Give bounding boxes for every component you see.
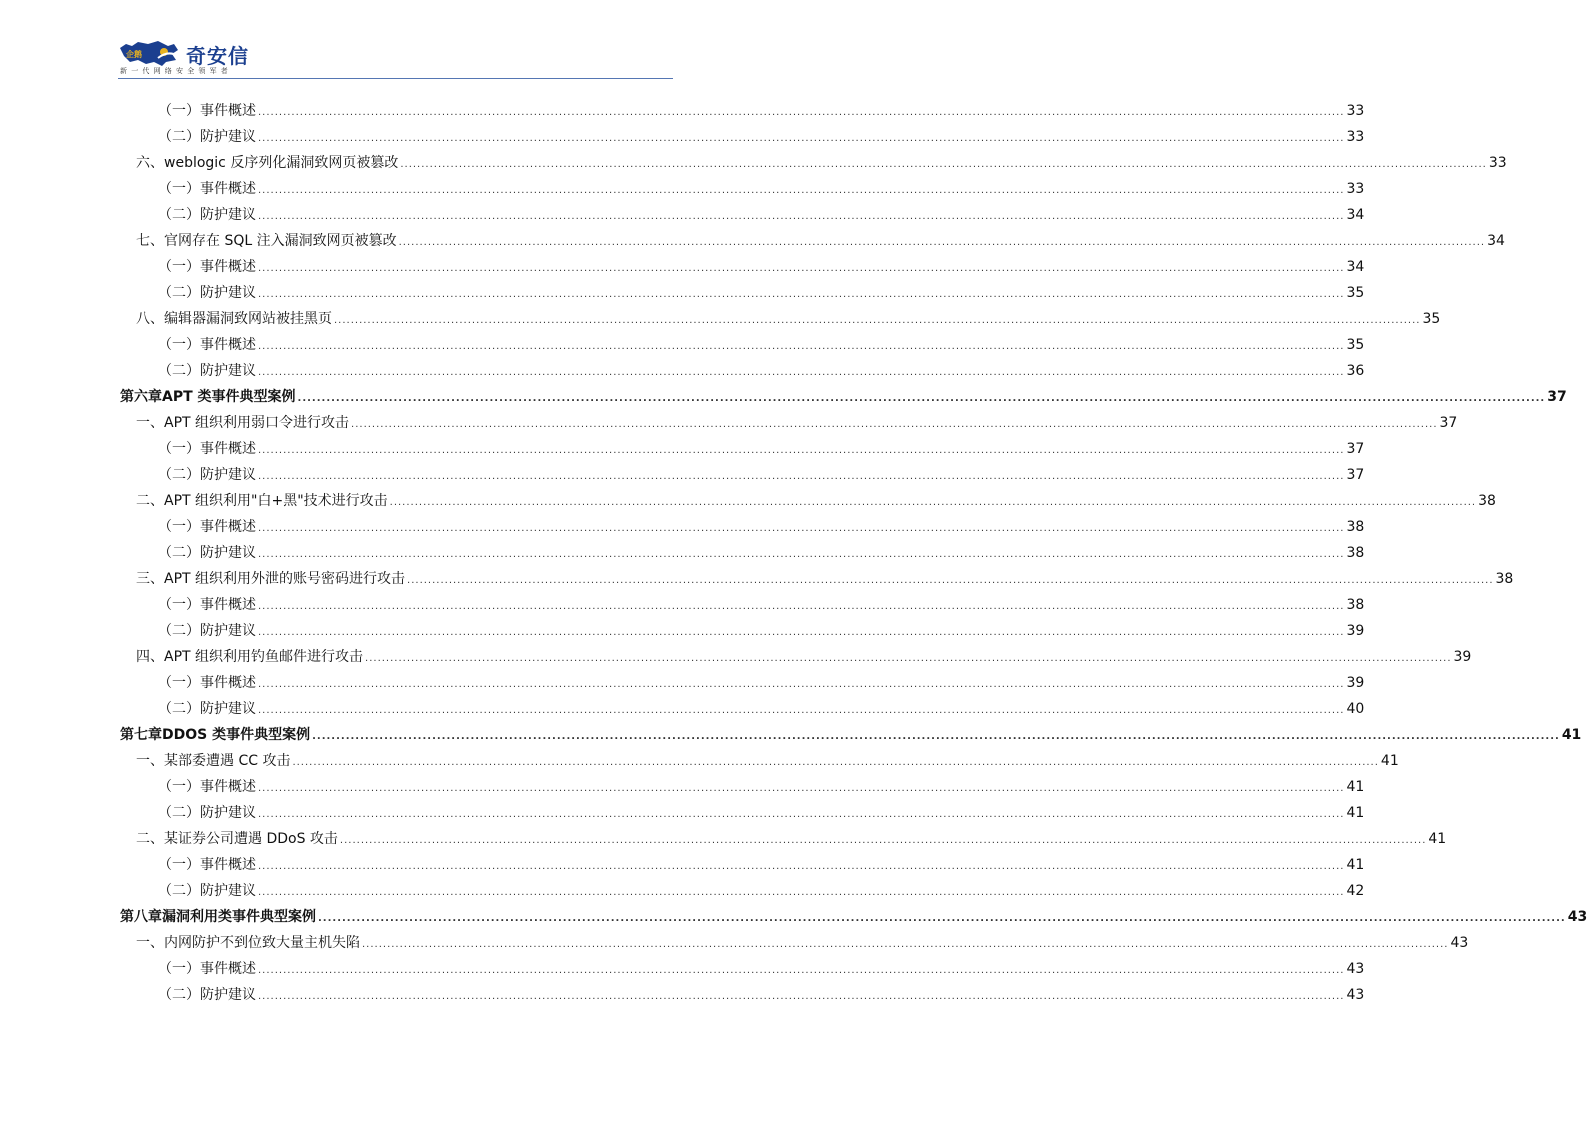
toc-entry-sub[interactable] bbox=[158, 438, 1365, 458]
toc-leader-dots: .................................................................................................................................................................................................................................................................... bbox=[258, 211, 1345, 222]
toc-entry-title: 某证券公司遭遇 DDoS 攻击 bbox=[164, 831, 338, 847]
toc-entry-title: APT 组织利用外泄的账号密码进行攻击 bbox=[164, 571, 406, 587]
toc-leader-dots: .................................................................................................................................................................................................................................................................... bbox=[258, 965, 1345, 976]
toc-leader-dots: .................................................................................................................................................................................................................................................................... bbox=[258, 107, 1345, 118]
toc-entry-page: 41 bbox=[1561, 727, 1582, 743]
toc-entry-number: （一） bbox=[158, 519, 200, 535]
toc-entry-number: （二） bbox=[158, 987, 200, 1003]
toc-entry-sub[interactable] bbox=[158, 880, 1365, 900]
toc-entry-page: 33 bbox=[1346, 103, 1365, 119]
toc-entry-number: 一、 bbox=[136, 753, 164, 769]
toc-entry-number: 一、 bbox=[136, 935, 164, 951]
toc-entry-sub[interactable] bbox=[158, 464, 1365, 484]
toc-entry-page: 38 bbox=[1478, 493, 1496, 509]
toc-entry-title: APT 组织利用钓鱼邮件进行攻击 bbox=[164, 649, 364, 665]
toc-entry-title: 防护建议 bbox=[200, 701, 256, 717]
toc-leader-dots: .................................................................................................................................................................................................................................................................... bbox=[258, 705, 1345, 716]
toc-entry-page: 41 bbox=[1380, 753, 1399, 769]
toc-entry-number: （一） bbox=[158, 441, 200, 457]
toc-entry-page: 33 bbox=[1346, 129, 1365, 145]
toc-entry-number: （二） bbox=[158, 207, 200, 223]
toc-entry-number: （一） bbox=[158, 597, 200, 613]
toc-leader-dots: .................................................................................................................................................................................................................................................................... bbox=[258, 523, 1345, 534]
toc-entry-number: （一） bbox=[158, 103, 200, 119]
toc-entry-sub[interactable] bbox=[158, 256, 1365, 276]
header-divider bbox=[118, 78, 673, 79]
toc-entry-page: 43 bbox=[1450, 935, 1469, 951]
toc-entry-number: （一） bbox=[158, 961, 200, 977]
toc-entry-sub[interactable] bbox=[158, 698, 1365, 718]
toc-entry-chap[interactable] bbox=[120, 724, 1582, 744]
toc-leader-dots: .................................................................................................................................................................................................................................................................... bbox=[258, 783, 1345, 794]
toc-leader-dots: .................................................................................................................................................................................................................................................................... bbox=[258, 679, 1345, 690]
toc-leader-dots: .................................................................................................................................................................................................................................................................... bbox=[258, 627, 1345, 638]
toc-leader-dots: .................................................................................................................................................................................................................................................................... bbox=[258, 549, 1345, 560]
svg-text:企鹅: 企鹅 bbox=[126, 50, 142, 59]
toc-leader-dots: .................................................................................................................................................................................................................................................................... bbox=[351, 419, 1438, 430]
toc-entry-title: 事件概述 bbox=[200, 259, 256, 275]
toc-leader-dots: .................................................................................................................................................................................................................................................................... bbox=[339, 835, 1427, 846]
toc-entry-sub[interactable] bbox=[158, 776, 1365, 796]
toc-leader-dots: .................................................................................................................................................................................................................................................................... bbox=[258, 991, 1345, 1002]
toc-entry-page: 37 bbox=[1439, 415, 1458, 431]
toc-entry-sec[interactable] bbox=[136, 308, 1441, 328]
toc-entry-page: 40 bbox=[1346, 701, 1365, 717]
toc-entry-number: （二） bbox=[158, 883, 200, 899]
toc-entry-sec[interactable] bbox=[136, 230, 1505, 250]
toc-entry-number: 二、 bbox=[136, 831, 164, 847]
toc-leader-dots: .................................................................................................................................................................................................................................................................... bbox=[365, 653, 1452, 664]
toc-entry-number: 第六章 bbox=[120, 389, 162, 405]
toc-entry-title: 事件概述 bbox=[200, 337, 256, 353]
toc-leader-dots: .................................................................................................................................................................................................................................................................... bbox=[258, 367, 1345, 378]
toc-entry-title: 漏洞利用类事件典型案例 bbox=[162, 909, 316, 925]
toc-leader-dots: .................................................................................................................................................................................................................................................................... bbox=[258, 289, 1345, 300]
logo-text: 奇安信 bbox=[186, 44, 249, 68]
toc-entry-page: 34 bbox=[1346, 259, 1365, 275]
toc-entry-number: （一） bbox=[158, 675, 200, 691]
toc-entry-number: （一） bbox=[158, 259, 200, 275]
toc-entry-number: 四、 bbox=[136, 649, 164, 665]
toc-entry-sub[interactable] bbox=[158, 178, 1365, 198]
toc-leader-dots: .................................................................................................................................................................................................................................................................... bbox=[258, 887, 1345, 898]
toc-entry-sub[interactable] bbox=[158, 334, 1365, 354]
toc-entry-number: （二） bbox=[158, 467, 200, 483]
toc-entry-number: （二） bbox=[158, 701, 200, 717]
toc-entry-sub[interactable] bbox=[158, 542, 1365, 562]
toc-entry-sub[interactable] bbox=[158, 672, 1365, 692]
toc-entry-title: 防护建议 bbox=[200, 285, 256, 301]
toc-entry-title: 事件概述 bbox=[200, 675, 256, 691]
toc-entry-title: 防护建议 bbox=[200, 363, 256, 379]
toc-entry-page: 41 bbox=[1346, 805, 1365, 821]
toc-entry-page: 41 bbox=[1346, 779, 1365, 795]
toc-entry-page: 33 bbox=[1488, 155, 1507, 171]
toc-entry-number: （一） bbox=[158, 779, 200, 795]
toc-entry-title: 事件概述 bbox=[200, 181, 256, 197]
toc-entry-title: APT 类事件典型案例 bbox=[162, 389, 296, 405]
toc-entry-page: 38 bbox=[1346, 545, 1365, 561]
toc-leader-dots: .................................................................................................................................................................................................................................................................... bbox=[258, 341, 1345, 352]
toc-entry-title: 防护建议 bbox=[200, 805, 256, 821]
toc-entry-page: 41 bbox=[1428, 831, 1447, 847]
toc-entry-page: 34 bbox=[1346, 207, 1365, 223]
toc-entry-number: （二） bbox=[158, 545, 200, 561]
qianxin-logo-icon bbox=[118, 38, 180, 68]
toc-entry-title: 事件概述 bbox=[200, 779, 256, 795]
toc-entry-page: 36 bbox=[1346, 363, 1365, 379]
toc-entry-page: 35 bbox=[1346, 285, 1365, 301]
toc-entry-page: 43 bbox=[1567, 909, 1587, 925]
toc-entry-chap[interactable] bbox=[120, 906, 1587, 926]
toc-entry-number: 八、 bbox=[136, 311, 164, 327]
toc-entry-page: 38 bbox=[1495, 571, 1514, 587]
toc-entry-title: 防护建议 bbox=[200, 467, 256, 483]
toc-entry-sub[interactable] bbox=[158, 204, 1365, 224]
toc-entry-page: 37 bbox=[1547, 389, 1567, 405]
toc-entry-page: 42 bbox=[1346, 883, 1365, 899]
toc-entry-sec[interactable] bbox=[136, 828, 1447, 848]
toc-entry-title: 防护建议 bbox=[200, 883, 256, 899]
toc-entry-number: 第七章 bbox=[120, 727, 162, 743]
toc-entry-page: 39 bbox=[1346, 623, 1365, 639]
toc-entry-page: 43 bbox=[1346, 987, 1365, 1003]
toc-entry-title: weblogic 反序列化漏洞致网页被篡改 bbox=[164, 155, 399, 171]
toc-entry-number: 第八章 bbox=[120, 909, 162, 925]
toc-entry-title: 防护建议 bbox=[200, 545, 256, 561]
toc-leader-dots: .................................................................................................................................................................................................................................................................... bbox=[400, 159, 1487, 170]
toc-entry-title: 事件概述 bbox=[200, 857, 256, 873]
toc-entry-number: （一） bbox=[158, 857, 200, 873]
toc-entry-title: APT 组织利用"白+黑"技术进行攻击 bbox=[164, 493, 388, 509]
toc-entry-page: 43 bbox=[1346, 961, 1365, 977]
toc-entry-number: （二） bbox=[158, 129, 200, 145]
toc-entry-sub[interactable] bbox=[158, 516, 1365, 536]
toc-entry-page: 39 bbox=[1453, 649, 1472, 665]
toc-entry-sub[interactable] bbox=[158, 958, 1365, 978]
toc-entry-sub[interactable] bbox=[158, 282, 1365, 302]
toc-entry-sub[interactable] bbox=[158, 594, 1365, 614]
toc-entry-number: （一） bbox=[158, 337, 200, 353]
toc-entry-sub[interactable] bbox=[158, 360, 1365, 380]
toc-leader-dots: .................................................................................................................................................................................................................................................................... bbox=[318, 913, 1566, 924]
toc-leader-dots: .................................................................................................................................................................................................................................................................... bbox=[258, 263, 1345, 274]
toc-entry-sec[interactable] bbox=[136, 412, 1458, 432]
toc-entry-page: 41 bbox=[1346, 857, 1365, 873]
toc-entry-page: 35 bbox=[1346, 337, 1365, 353]
toc-entry-title: DDOS 类事件典型案例 bbox=[162, 727, 311, 743]
toc-entry-title: 防护建议 bbox=[200, 623, 256, 639]
toc-leader-dots: .................................................................................................................................................................................................................................................................... bbox=[258, 471, 1345, 482]
toc-entry-number: （一） bbox=[158, 181, 200, 197]
toc-entry-number: 七、 bbox=[136, 233, 164, 249]
toc-entry-page: 38 bbox=[1346, 597, 1365, 613]
toc-entry-title: 防护建议 bbox=[200, 987, 256, 1003]
toc-entry-title: 编辑器漏洞致网站被挂黑页 bbox=[164, 311, 332, 327]
toc-entry-sub[interactable] bbox=[158, 100, 1365, 120]
toc-leader-dots: .................................................................................................................................................................................................................................................................... bbox=[258, 185, 1345, 196]
toc-entry-number: （二） bbox=[158, 285, 200, 301]
toc-entry-title: 事件概述 bbox=[200, 519, 256, 535]
toc-entry-title: 事件概述 bbox=[200, 441, 256, 457]
toc-leader-dots: .................................................................................................................................................................................................................................................................... bbox=[258, 601, 1345, 612]
toc-leader-dots: .................................................................................................................................................................................................................................................................... bbox=[297, 393, 1546, 404]
toc-entry-number: 一、 bbox=[136, 415, 164, 431]
toc-leader-dots: .................................................................................................................................................................................................................................................................... bbox=[398, 237, 1486, 248]
toc-entry-sec[interactable] bbox=[136, 750, 1399, 770]
toc-leader-dots: .................................................................................................................................................................................................................................................................... bbox=[334, 315, 1421, 326]
toc-entry-page: 38 bbox=[1346, 519, 1365, 535]
toc-entry-title: 事件概述 bbox=[200, 961, 256, 977]
toc-entry-sec[interactable] bbox=[136, 646, 1472, 666]
toc-entry-number: 六、 bbox=[136, 155, 164, 171]
toc-entry-sub[interactable] bbox=[158, 984, 1365, 1004]
toc-entry-sub[interactable] bbox=[158, 620, 1365, 640]
toc-entry-sub[interactable] bbox=[158, 854, 1365, 874]
toc-entry-sec[interactable] bbox=[136, 568, 1514, 588]
toc-entry-chap[interactable] bbox=[120, 386, 1567, 406]
toc-leader-dots: .................................................................................................................................................................................................................................................................... bbox=[258, 133, 1345, 144]
toc-entry-sub[interactable] bbox=[158, 126, 1365, 146]
toc-entry-sec[interactable] bbox=[136, 152, 1507, 172]
toc-leader-dots: .................................................................................................................................................................................................................................................................... bbox=[258, 809, 1345, 820]
toc-entry-number: 二、 bbox=[136, 493, 164, 509]
toc-leader-dots: .................................................................................................................................................................................................................................................................... bbox=[407, 575, 1494, 586]
toc-leader-dots: .................................................................................................................................................................................................................................................................... bbox=[312, 731, 1560, 742]
toc-entry-page: 39 bbox=[1346, 675, 1365, 691]
toc-entry-page: 37 bbox=[1346, 441, 1365, 457]
toc-entry-number: 三、 bbox=[136, 571, 164, 587]
header-tagline: 新一代网络安全领军者 bbox=[120, 67, 232, 75]
page-header bbox=[118, 38, 673, 80]
toc-entry-number: （二） bbox=[158, 623, 200, 639]
toc-entry-sub[interactable] bbox=[158, 802, 1365, 822]
toc-entry-page: 34 bbox=[1487, 233, 1505, 249]
toc-leader-dots: .................................................................................................................................................................................................................................................................... bbox=[292, 757, 1379, 768]
toc-entry-title: 防护建议 bbox=[200, 207, 256, 223]
toc-entry-title: 事件概述 bbox=[200, 597, 256, 613]
toc-entry-number: （二） bbox=[158, 805, 200, 821]
toc-entry-sec[interactable] bbox=[136, 932, 1469, 952]
toc-entry-title: APT 组织利用弱口令进行攻击 bbox=[164, 415, 350, 431]
toc-entry-page: 37 bbox=[1346, 467, 1365, 483]
toc-entry-title: 某部委遭遇 CC 攻击 bbox=[164, 753, 291, 769]
toc-entry-title: 防护建议 bbox=[200, 129, 256, 145]
toc-leader-dots: .................................................................................................................................................................................................................................................................... bbox=[362, 939, 1449, 950]
toc-leader-dots: .................................................................................................................................................................................................................................................................... bbox=[389, 497, 1477, 508]
toc-leader-dots: .................................................................................................................................................................................................................................................................... bbox=[258, 861, 1345, 872]
toc-leader-dots: .................................................................................................................................................................................................................................................................... bbox=[258, 445, 1345, 456]
toc-entry-title: 官网存在 SQL 注入漏洞致网页被篡改 bbox=[164, 233, 397, 249]
toc-entry-page: 33 bbox=[1346, 181, 1365, 197]
toc-entry-title: 内网防护不到位致大量主机失陷 bbox=[164, 935, 360, 951]
toc-entry-title: 事件概述 bbox=[200, 103, 256, 119]
toc-entry-sec[interactable] bbox=[136, 490, 1496, 510]
toc-entry-number: （二） bbox=[158, 363, 200, 379]
toc-entry-page: 35 bbox=[1422, 311, 1441, 327]
